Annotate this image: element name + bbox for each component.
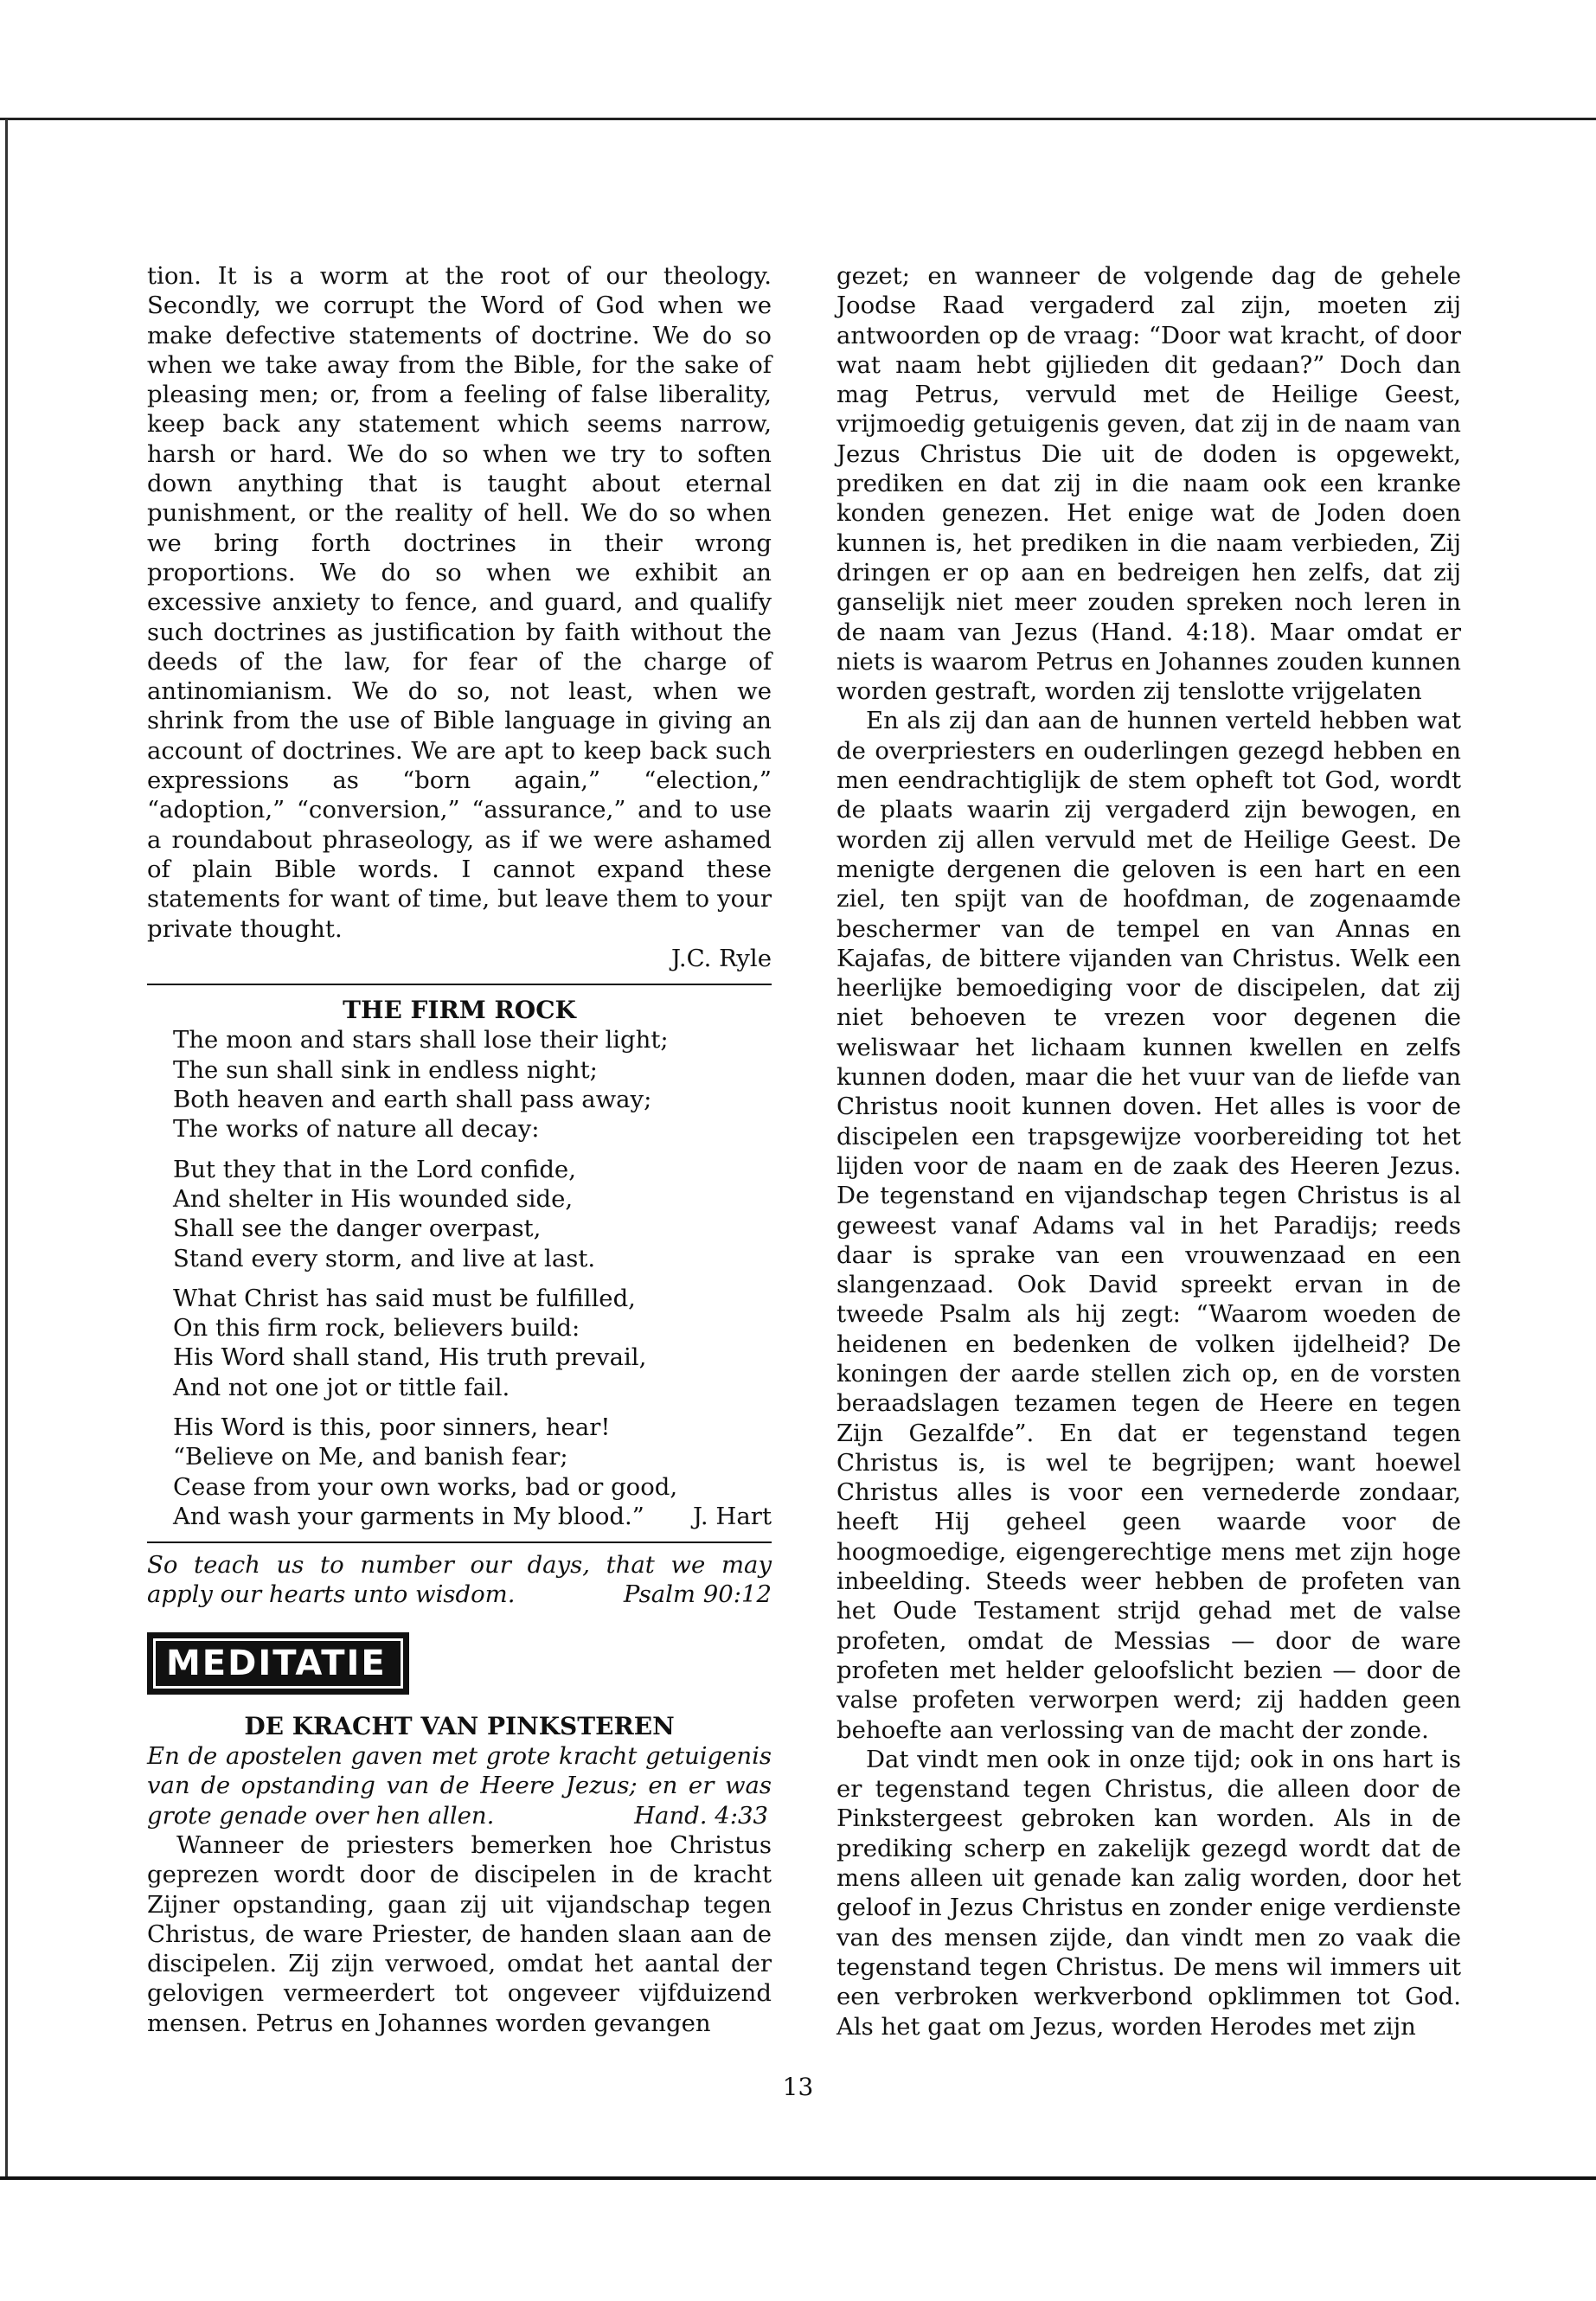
- poem-line: The works of nature all decay:: [173, 1115, 540, 1144]
- poem-stanza-3: [173, 1284, 772, 1402]
- divider-2: [147, 1541, 772, 1543]
- psalm-quote: [147, 1550, 772, 1610]
- psalm-quote-line-1: So teach us to number our days, that we may: [147, 1551, 772, 1580]
- poem-stanza-1: [173, 1025, 772, 1144]
- psalm-quote-line-2-row: [147, 1580, 772, 1609]
- poem-line: Stand every storm, and live at last.: [173, 1244, 596, 1272]
- article-title: DE KRACHT VAN PINKSTEREN: [244, 1711, 675, 1740]
- right-paragraph-2: En als zij dan aan de hunnen verteld hebben wat de overpriesters en ouderlingen gezegd hebben en men eendrachtiglijk de stem opheft tot God, wordt de plaats waarin zij vergaderd zijn bewogen, en worden zij allen vervuld met de Heilige Geest. De menigte dergenen die geloven is een hart en een ziel, ten spijt van de hoofdman, de zogenaamde beschermer van de tempel en van Annas en Kajafas, de bittere vijanden van Christus. Welk een heerlijke bemoediging voor de discipelen, dat zij niet behoeven te vrezen voor degenen die weliswaar het lichaam kunnen kwellen en zelfs kunnen doden, maar die het vuur van de liefde van Christus nooit kunnen doven. Het alles is voor de discipelen een trapsgewijze voorbereiding tot het lijden voor de naam en de zaak des Heeren Jezus. De tegenstand en vijandschap tegen Christus is al geweest vanaf Adams val in het Paradijs; reeds daar is sprake van een vrouwenzaad en een slangenzaad. Ook David spreekt ervan in de tweede Psalm als hij zegt: “Waarom woeden de heidenen en bedenken de volken ijdelheid? De koningen der aarde stellen zich op, en de vorsten beraadslagen tezamen tegen de Heere en tegen Zijn Gezalfde”. En dat er tegenstand tegen Christus is, is wel te begrijpen; want hoewel Christus alles is voor een vernederde zondaar, heeft Hij geheel geen waarde voor de hoogmoedige, eigengerechtige mens met zijn hoge inbeelding. Steeds weer hebben de profeten van het Oude Testament strijd gehad met de valse profeten, omdat de Messias — door de ware profeten met helder geloofslicht bezien — door de valse profeten verworpen werd; zij hadden geen behoefte aan verlossing van de macht der zonde.: [836, 707, 1461, 1744]
- poem-line: “Believe on Me, and banish fear;: [173, 1443, 568, 1471]
- poem-line: Shall see the danger overpast,: [173, 1215, 542, 1243]
- scan-edge-left: [5, 119, 8, 2176]
- poem-line: And shelter in His wounded side,: [173, 1184, 574, 1213]
- page-number: 13: [782, 2073, 814, 2101]
- article-epigraph-block: [147, 1741, 772, 1830]
- poem-line: Cease from your own works, bad or good,: [173, 1472, 678, 1501]
- article-epigraph: En de apostelen gaven met grote kracht getuigenis van de opstanding van de Heere Jezus; en er was grote genade over hen allen.: [147, 1742, 772, 1830]
- ryle-text: tion. It is a worm at the root of our theology. Secondly, we corrupt the Word of God when we make defective statements of doctrine. We do so when we take away from the Bible, for the sake of pleasing men; or, from a feeling of false liberality, keep back any statement which seems narrow, harsh or hard. We do so when we try to soften down anything that is taught about eternal punishment, or the reality of hell. We do so when we bring forth doctrines in their wrong proportions. We do so when we exhibit an excessive anxiety to fence, and guard, and qualify such doctrines as justification by faith without the deeds of the law, for fear of the charge of antinomianism. We do so, not least, when we shrink from the use of Bible language in giving an account of doctrines. We are apt to keep back such expressions as “born again,” “election,” “adoption,” “conversion,” “assurance,” and to use a roundabout phraseology, as if we were ashamed of plain Bible words. I cannot expand these statements for want of time, but leave them to your private thought.: [147, 262, 772, 943]
- poem-line: But they that in the Lord confide,: [173, 1155, 576, 1183]
- meditatie-badge: MEDITATIE: [147, 1632, 409, 1695]
- left-column: [147, 261, 772, 2038]
- poem: [173, 1025, 772, 1531]
- article-intro: Wanneer de priesters bemerken hoe Christus geprezen wordt door de discipelen in de kracht Zijner opstanding, gaan zij uit vijandschap tegen Christus, de ware Priester, de handen slaan aan de discipelen. Zij zijn verwoed, omdat het aantal der gelovigen vermeerdert tot ongeveer vijfduizend mensen. Petrus en Johannes worden gevangen: [147, 1830, 772, 2037]
- poem-title: THE FIRM ROCK: [343, 996, 576, 1025]
- poem-line: His Word shall stand, His truth prevail,: [173, 1343, 647, 1372]
- poem-stanza-2: [173, 1155, 772, 1273]
- poem-line: Both heaven and earth shall pass away;: [173, 1086, 652, 1114]
- poem-line: His Word is this, poor sinners, hear!: [173, 1413, 611, 1441]
- poem-line: On this firm rock, believers build:: [173, 1314, 580, 1343]
- psalm-quote-line-2: apply our hearts unto wisdom.: [147, 1580, 516, 1609]
- divider-1: [147, 984, 772, 985]
- poem-line: What Christ has said must be fulfilled,: [173, 1284, 636, 1312]
- poem-last-line-row: [173, 1502, 772, 1531]
- poem-stanza-4: [173, 1413, 772, 1531]
- right-column: [836, 261, 1461, 2041]
- article-epigraph-reference: Hand. 4:33: [634, 1801, 768, 1830]
- ryle-signature: J.C. Ryle: [670, 944, 772, 972]
- psalm-reference: Psalm 90:12: [623, 1580, 772, 1609]
- right-paragraph-1: gezet; en wanneer de volgende dag de gehele Joodse Raad vergaderd zal zijn, moeten zij antwoorden op de vraag: “Door wat kracht, of door wat naam hebt gijlieden dit gedaan?” Doch dan mag Petrus, vervuld met de Heilige Geest, vrijmoedig getuigenis geven, dat zij in de naam van Jezus Christus Die uit de doden is opgewekt, prediken en dat zij in die naam ook een kranke konden genezen. Het enige wat de Joden doen kunnen is, het prediken in die naam verbieden, Zij dringen er op aan en bedreigen hen zelfs, dat zij ganselijk niet meer zouden spreken noch leren in de naam van Jezus (Hand. 4:18). Maar omdat er niets is waarom Petrus en Johannes zouden kunnen worden gestraft, worden zij tenslotte vrijgelaten: [836, 262, 1461, 706]
- poem-line: The sun shall sink in endless night;: [173, 1055, 598, 1084]
- scan-edge-bottom: [0, 2176, 1596, 2180]
- poem-line: And not one jot or tittle fail.: [173, 1373, 510, 1401]
- scan-edge-top: [0, 118, 1596, 120]
- poem-line: The moon and stars shall lose their light;: [173, 1026, 669, 1054]
- poem-line: And wash your garments in My blood.”: [173, 1502, 644, 1530]
- poem-author: J. Hart: [693, 1502, 772, 1530]
- right-paragraph-3: Dat vindt men ook in onze tijd; ook in ons hart is er tegenstand tegen Christus, die alleen door de Pinkstergeest gebroken kan worden. Als in de prediking scherp en zakelijk gezegd wordt dat de mens alleen uit genade kan zalig worden, door het geloof in Jezus Christus en zonder enige verdienste van des mensen zijde, dan vindt men zo vaak die tegenstand tegen Christus. De mens wil immers uit een verbroken werkverbond opklimmen tot God. Als het gaat om Jezus, worden Herodes met zijn: [836, 1745, 1461, 2041]
